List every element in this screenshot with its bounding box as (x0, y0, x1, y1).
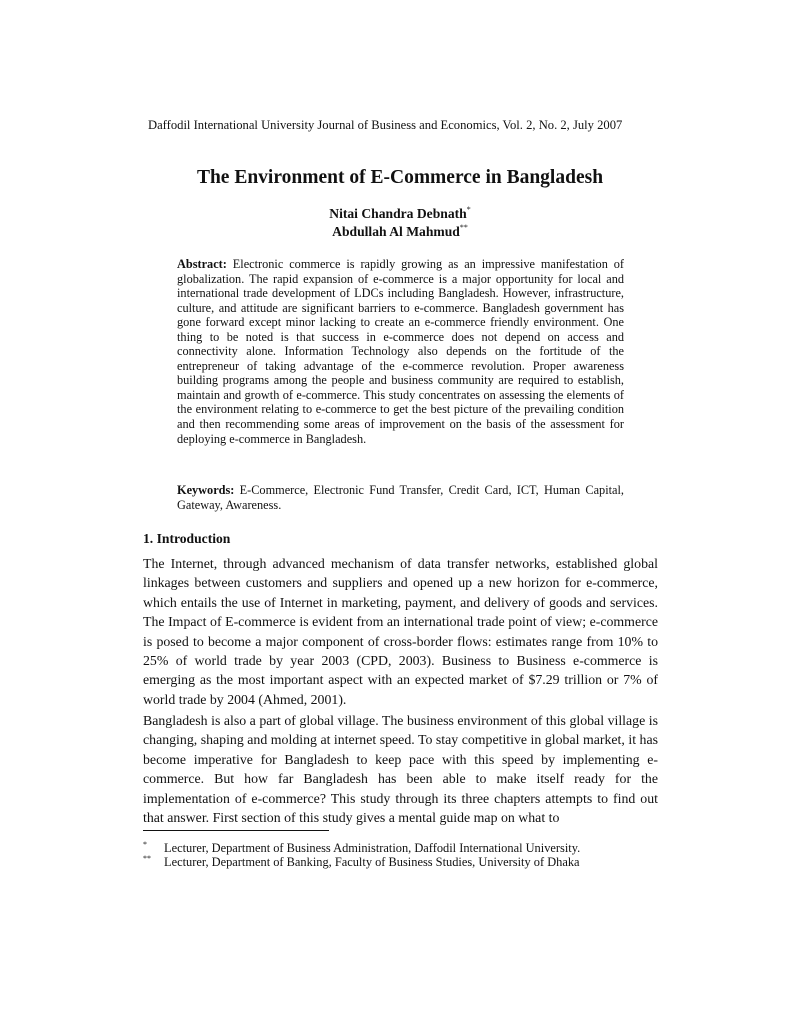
footnote-1-text: Lecturer, Department of Business Administration, Daffodil International University. (164, 841, 581, 855)
footnote-1: * Lecturer, Department of Business Administration, Daffodil International University. (143, 840, 581, 855)
keywords-label: Keywords: (177, 483, 235, 497)
footnote-divider (143, 830, 329, 831)
introduction-paragraph-2: Bangladesh is also a part of global village. The business environment of this global village is changing, shaping and molding at internet speed. To stay competitive in global market, it has become imperative for Bangladesh to keep pace with this speed by implementing e-commerce. But how far Bangladesh has been able to make itself ready for the implementation of e-commerce? This study through its three chapters attempts to find out that answer. First section of this study gives a mental guide map on what to (143, 713, 658, 826)
abstract-label: Abstract: (177, 257, 227, 271)
author-1 (0, 205, 800, 223)
paper-title: The Environment of E-Commerce in Bangladesh (196, 167, 604, 188)
journal-running-header: Daffodil International University Journal of Business and Economics, Vol. 2, No. 2, July 2007 (148, 118, 623, 132)
author-1-name: Nitai Chandra Debnath (329, 206, 467, 221)
author-2-footnote-mark: ** (459, 223, 468, 232)
author-1-footnote-mark: * (466, 205, 471, 214)
keywords-text: E-Commerce, Electronic Fund Transfer, Credit Card, ICT, Human Capital, Gateway, Awareness. (177, 483, 624, 512)
footnote-2: ** Lecturer, Department of Banking, Faculty of Business Studies, University of Dhaka (143, 854, 580, 869)
section-heading-introduction: 1. Introduction (143, 531, 231, 546)
introduction-paragraph-1: The Internet, through advanced mechanism of data transfer networks, established global linkages between customers and suppliers and opened up a new horizon for e-commerce, which entails the use of Internet in marketing, payment, and delivery of goods and services. The Impact of E-commerce is evident from an international trade point of view; e-commerce is posed to become a major component of cross-border flows: estimates range from 10% to 25% of world trade by year 2003 (CPD, 2003). Business to Business e-commerce is emerging as the most important aspect with an expected market of $7.29 trillion or 7% of world trade by 2004 (Ahmed, 2001). (143, 556, 658, 707)
abstract (177, 257, 624, 446)
footnote-2-text: Lecturer, Department of Banking, Faculty of Business Studies, University of Dhaka (164, 855, 580, 869)
keywords (177, 483, 624, 512)
abstract-text: Electronic commerce is rapidly growing as an impressive manifestation of globalization. The rapid expansion of e-commerce is a major opportunity for local and international trade development of LDCs including Bangladesh. However, infrastructure, culture, and attitude are significant barriers to e-commerce. Bangladesh government has gone forward except minor lacking to create an e-commerce friendly environment. One thing to be noted is that success in e-commerce does not depend on access and connectivity alone. Information Technology also depends on the fortitude of the entrepreneur of taking advantage of the e-commerce revolution. Proper awareness building programs among the people and business community are required to establish, maintain and growth of e-commerce. This study concentrates on assessing the elements of the environment relating to e-commerce to get the best picture of the prevailing condition and then recommending some areas of improvement on the basis of the assessment for deploying e-commerce in Bangladesh. (177, 257, 625, 446)
author-2-name: Abdullah Al Mahmud (332, 224, 460, 239)
author-2 (0, 223, 800, 241)
author-list (0, 205, 800, 241)
